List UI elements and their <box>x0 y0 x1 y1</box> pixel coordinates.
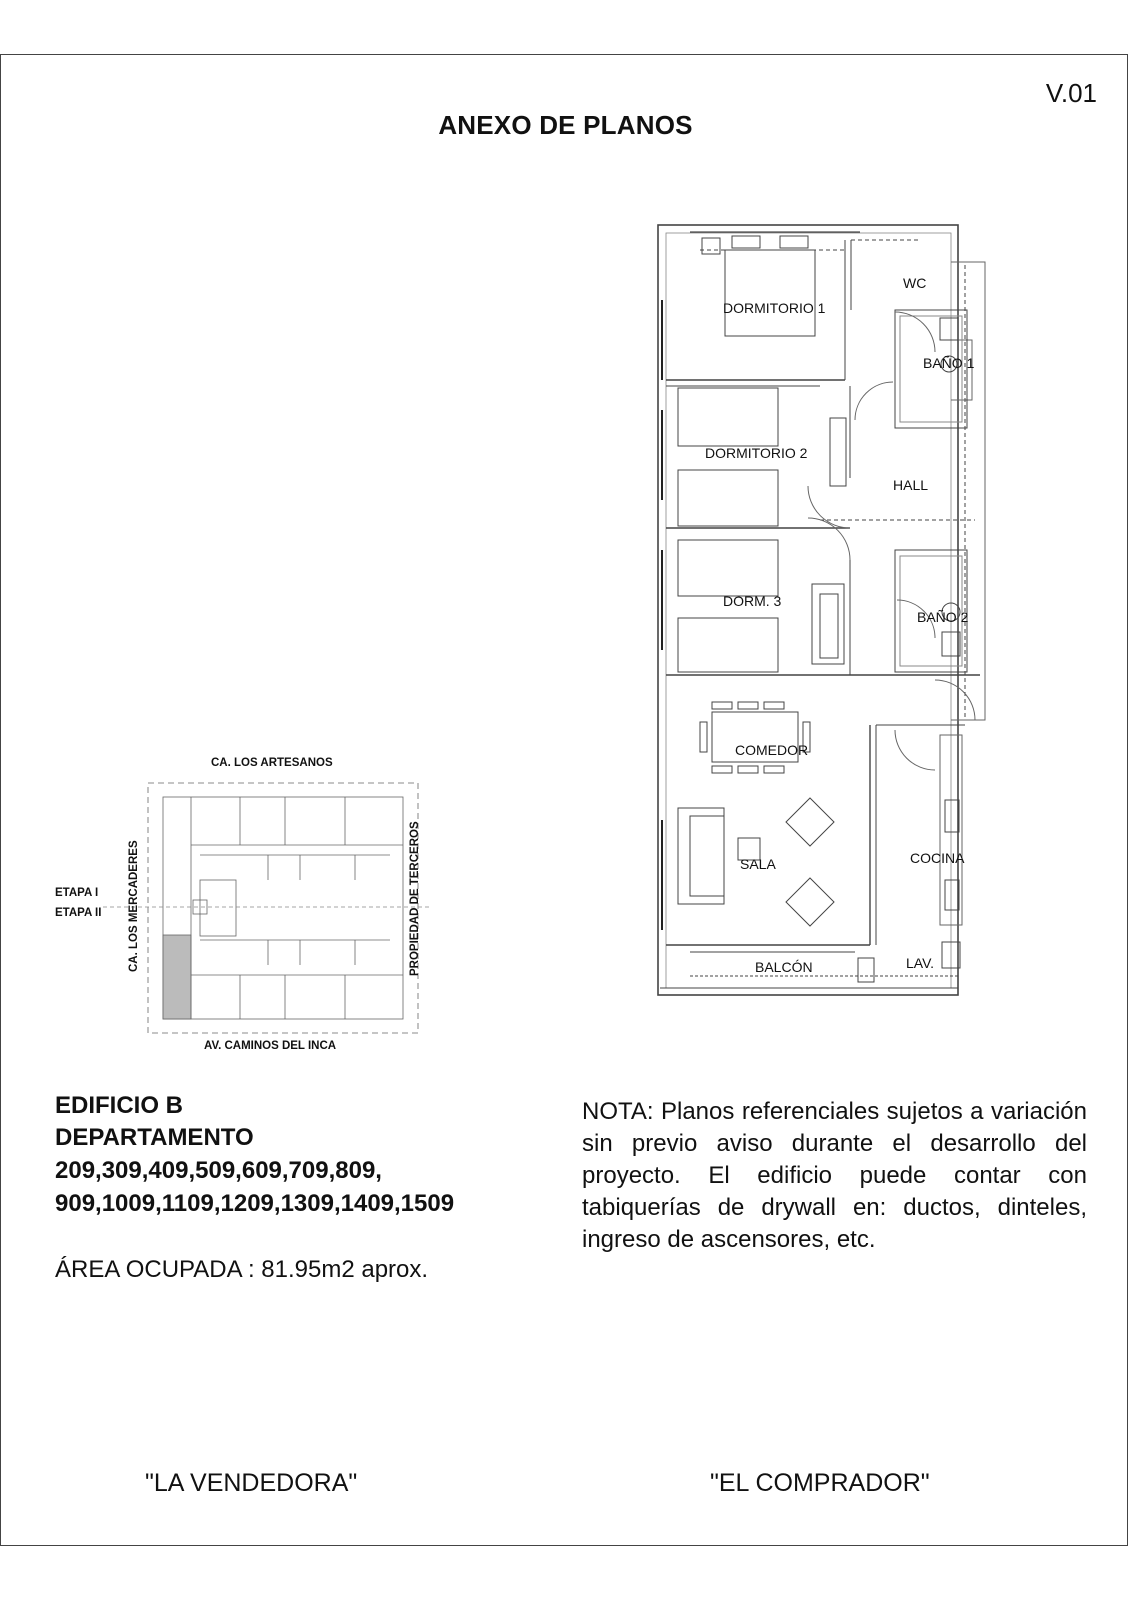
room-label-dorm-3: DORM. 3 <box>723 593 782 609</box>
street-west: CA. LOS MERCADERES <box>128 840 140 972</box>
room-label-sala: SALA <box>740 856 776 872</box>
seller-signature-label: "LA VENDEDORA" <box>145 1469 358 1497</box>
room-label-hall: HALL <box>893 477 929 493</box>
site-plan <box>103 783 430 1033</box>
room-label-balcon: BALCÓN <box>755 959 813 975</box>
east-boundary-label: PROPIEDAD DE TERCEROS <box>409 821 421 976</box>
page-title: ANEXO DE PLANOS <box>438 110 693 140</box>
etapa-2-label: ETAPA II <box>55 907 102 919</box>
street-south: AV. CAMINOS DEL INCA <box>204 1040 337 1052</box>
version-label: V.01 <box>1045 78 1097 108</box>
disclaimer-note: NOTA: Planos referenciales sujetos a variación sin previo aviso durante el desarrollo del proyecto. El edificio puede contar con tabiquerías de drywall en: ductos, dinteles, ingreso de ascensores, etc. <box>582 1098 1087 1253</box>
room-label-bano-1: BAÑO 1 <box>923 355 975 371</box>
street-north: CA. LOS ARTESANOS <box>211 757 333 769</box>
room-label-comedor: COMEDOR <box>735 742 809 758</box>
room-label-bano-2: BAÑO 2 <box>917 609 969 625</box>
buyer-signature-label: "EL COMPRADOR" <box>710 1469 930 1497</box>
department-label: DEPARTAMENTO <box>55 1124 254 1151</box>
unit-info <box>55 1090 454 1284</box>
building-name: EDIFICIO B <box>55 1092 184 1119</box>
etapa-1-label: ETAPA I <box>55 887 99 899</box>
site-plan-labels <box>55 757 421 1052</box>
occupied-area: ÁREA OCUPADA : 81.95m2 aprox. <box>55 1256 429 1283</box>
unit-numbers-line-1: 209,309,409,509,609,709,809, <box>55 1157 382 1184</box>
room-label-wc: WC <box>903 275 927 291</box>
room-label-lav: LAV. <box>906 955 935 971</box>
room-label-dormitorio-1: DORMITORIO 1 <box>723 300 826 316</box>
room-label-dormitorio-2: DORMITORIO 2 <box>705 445 808 461</box>
room-label-cocina: COCINA <box>910 850 965 866</box>
unit-numbers-line-2: 909,1009,1109,1209,1309,1409,1509 <box>55 1190 455 1217</box>
